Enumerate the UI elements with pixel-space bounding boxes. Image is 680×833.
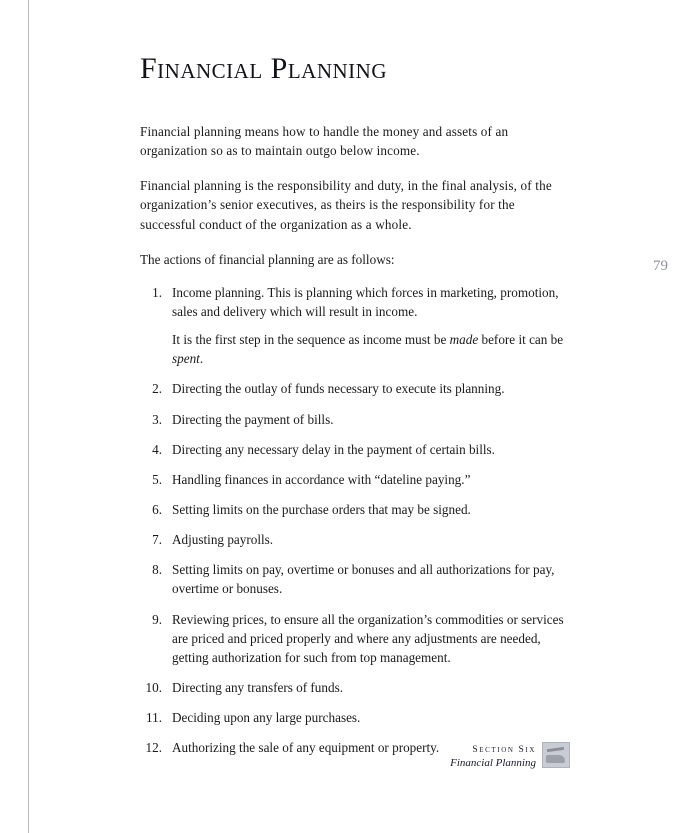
list-item-text: Adjusting payrolls. xyxy=(172,532,274,548)
list-item-number: 8. xyxy=(152,562,162,578)
list-item xyxy=(140,470,570,489)
list-item xyxy=(140,283,570,369)
list-item-number: 1. xyxy=(152,284,162,300)
footer-text xyxy=(450,742,542,771)
actions-list xyxy=(140,283,570,758)
list-item-number: 9. xyxy=(152,611,162,627)
list-item-subparagraph xyxy=(172,330,570,368)
list-item xyxy=(140,500,570,519)
list-item-number: 4. xyxy=(152,441,162,457)
list-item-text: Handling finances in accordance with “dateline paying.” xyxy=(172,471,471,487)
list-item xyxy=(140,379,570,398)
list-item-text: Deciding upon any large purchases. xyxy=(172,710,361,726)
list-item xyxy=(140,678,570,697)
list-lead-in: The actions of financial planning are as follows: xyxy=(140,251,395,267)
list-item-text: Directing the payment of bills. xyxy=(172,411,334,427)
subparagraph-part: It is the first step in the sequence as income must be xyxy=(172,332,450,348)
footer-section-label: Section Six xyxy=(472,745,536,755)
paragraph-1: Financial planning means how to handle the money and assets of an organization so as to maintain outgo below income. xyxy=(140,124,509,159)
list-item-text: Authorizing the sale of any equipment or property. xyxy=(172,740,440,756)
list-item xyxy=(140,560,570,598)
list-item-number: 2. xyxy=(152,381,162,397)
page-number: 79 xyxy=(653,258,668,274)
page-footer xyxy=(140,742,570,776)
list-item-number: 6. xyxy=(152,501,162,517)
subparagraph-emphasis: made xyxy=(449,332,479,348)
page-content xyxy=(140,0,570,768)
list-item xyxy=(140,708,570,727)
list-item-text: Directing the outlay of funds necessary to execute its planning. xyxy=(172,381,505,397)
list-item-number: 11. xyxy=(146,710,162,726)
page-title: Financial Planning xyxy=(140,52,388,85)
subparagraph-part: before it can be xyxy=(478,332,564,348)
paragraph-2: Financial planning is the responsibility and duty, in the final analysis, of the organization’s senior executives, as theirs is the responsibility for the successful conduct of the organization as a whole. xyxy=(140,178,552,232)
list-item xyxy=(140,610,570,667)
list-item-number: 12. xyxy=(145,740,162,756)
footer-subtitle: Financial Planning xyxy=(450,757,536,770)
footer-inner xyxy=(450,742,570,771)
list-item-number: 5. xyxy=(152,471,162,487)
list-item xyxy=(140,440,570,459)
subparagraph-emphasis: spent xyxy=(172,351,200,367)
list-item-number: 3. xyxy=(152,411,162,427)
list-item-text: Reviewing prices, to ensure all the organization’s commodities or services are priced and priced properly and where any adjustments are needed, getting authorization for such from top management. xyxy=(172,611,564,665)
list-item-text: Income planning. This is planning which forces in marketing, promotion, sales and delivery which will result in income. xyxy=(172,284,559,319)
intro-paragraphs xyxy=(140,122,570,234)
list-item-text: Directing any necessary delay in the payment of certain bills. xyxy=(172,441,495,457)
list-item-text: Directing any transfers of funds. xyxy=(172,679,344,695)
list-item xyxy=(140,410,570,429)
list-item xyxy=(140,530,570,549)
list-item-text: Setting limits on the purchase orders that may be signed. xyxy=(172,501,471,517)
list-item-text: Setting limits on pay, overtime or bonuses and all authorizations for pay, overtime or bonuses. xyxy=(172,562,555,597)
publisher-mark-icon xyxy=(542,742,570,768)
list-item-number: 7. xyxy=(152,532,162,548)
left-margin-rule xyxy=(28,0,29,833)
subparagraph-part: . xyxy=(199,351,204,367)
list-item-number: 10. xyxy=(145,679,162,695)
